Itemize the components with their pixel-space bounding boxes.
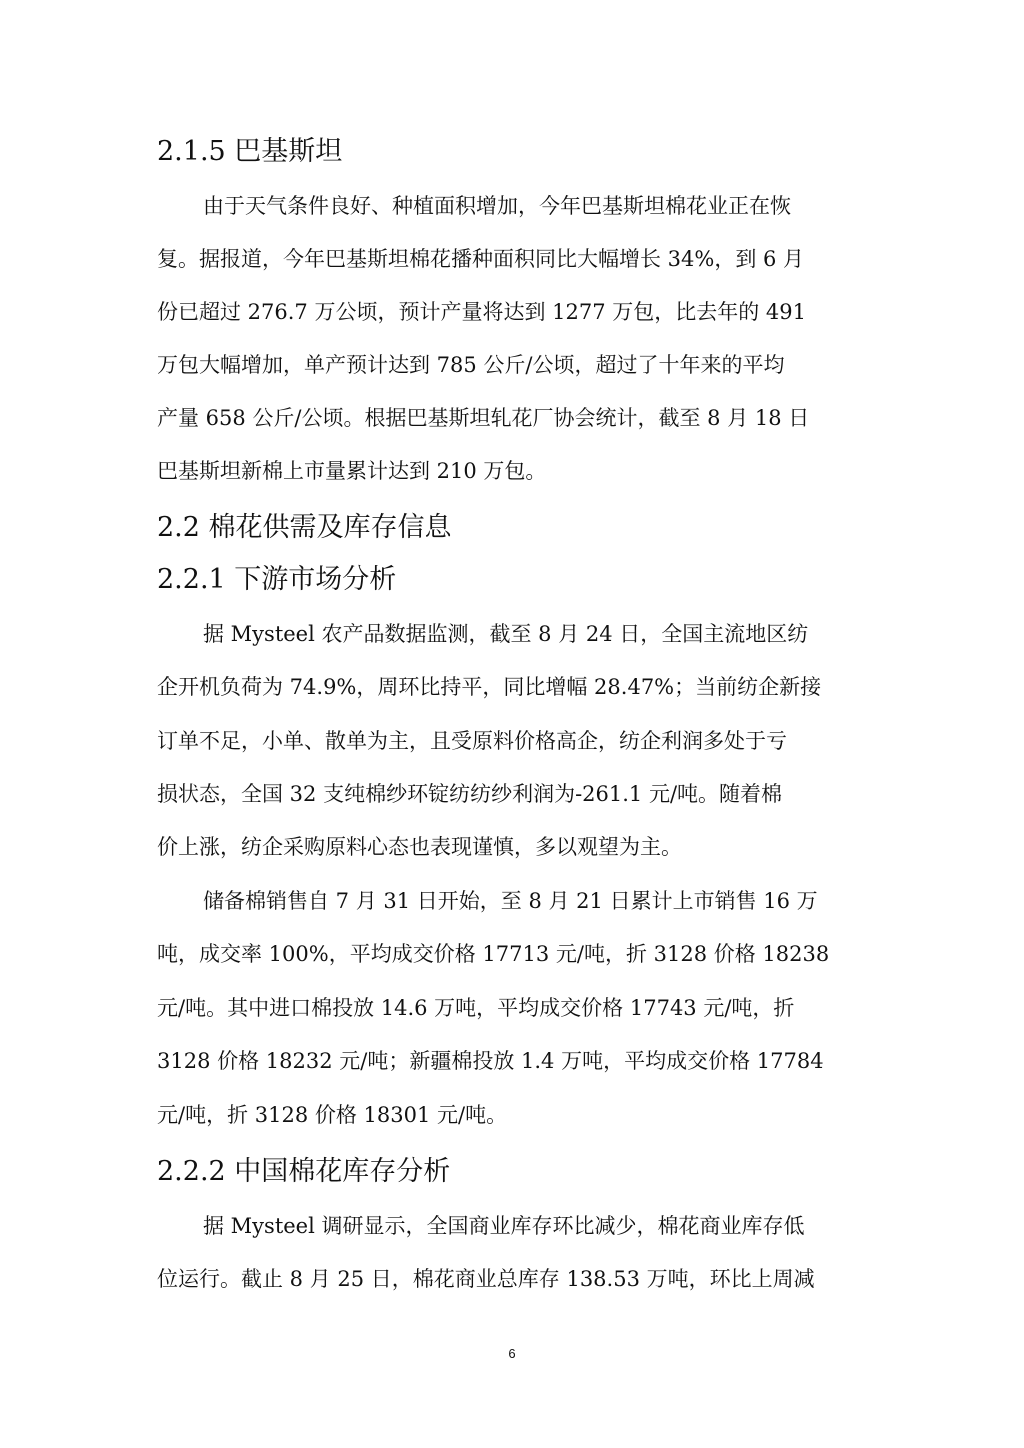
paragraph-line: 订单不足，小单、散单为主，且受原料价格高企，纺企利润多处于亏 [157,729,787,753]
paragraph-line: 由于天气条件良好、种植面积增加，今年巴基斯坦棉花业正在恢 [203,194,791,218]
paragraph-line: 份已超过 276.7 万公顷，预计产量将达到 1277 万包，比去年的 491 [157,300,807,324]
paragraph-line: 据 Mysteel 农产品数据监测，截至 8 月 24 日，全国主流地区纺 [203,622,809,646]
paragraph-line: 据 Mysteel 调研显示，全国商业库存环比减少，棉花商业库存低 [203,1214,805,1238]
paragraph-line: 元/吨。其中进口棉投放 14.6 万吨，平均成交价格 17743 元/吨，折 [157,996,795,1020]
section-heading-2-1-5: 2.1.5 巴基斯坦 [157,136,343,167]
paragraph-line: 损状态，全国 32 支纯棉纱环锭纺纺纱利润为-261.1 元/吨。随着棉 [157,782,783,806]
section-heading-2-2-1: 2.2.1 下游市场分析 [157,564,397,595]
paragraph-line: 复。据报道，今年巴基斯坦棉花播种面积同比大幅增长 34%，到 6 月 [157,247,805,271]
paragraph-line: 位运行。截止 8 月 25 日，棉花商业总库存 138.53 万吨，环比上周减 [157,1267,815,1291]
paragraph-line: 巴基斯坦新棉上市量累计达到 210 万包。 [157,459,547,483]
paragraph-line: 吨，成交率 100%，平均成交价格 17713 元/吨，折 3128 价格 18238 [157,942,830,966]
paragraph-line: 企开机负荷为 74.9%，周环比持平，同比增幅 28.47%；当前纺企新接 [157,675,822,699]
paragraph-line: 价上涨，纺企采购原料心态也表现谨慎，多以观望为主。 [157,835,682,859]
paragraph-line: 产量 658 公斤/公顷。根据巴基斯坦轧花厂协会统计，截至 8 月 18 日 [157,406,810,430]
paragraph-line: 储备棉销售自 7 月 31 日开始，至 8 月 21 日累计上市销售 16 万 [203,889,818,913]
paragraph-line: 万包大幅增加，单产预计达到 785 公斤/公顷，超过了十年来的平均 [157,353,785,377]
page-number: 6 [508,1346,516,1361]
paragraph-line: 3128 价格 18232 元/吨；新疆棉投放 1.4 万吨，平均成交价格 17784 [157,1049,824,1073]
section-heading-2-2: 2.2 棉花供需及库存信息 [157,512,452,543]
section-heading-2-2-2: 2.2.2 中国棉花库存分析 [157,1156,451,1187]
paragraph-line: 元/吨，折 3128 价格 18301 元/吨。 [157,1103,508,1127]
